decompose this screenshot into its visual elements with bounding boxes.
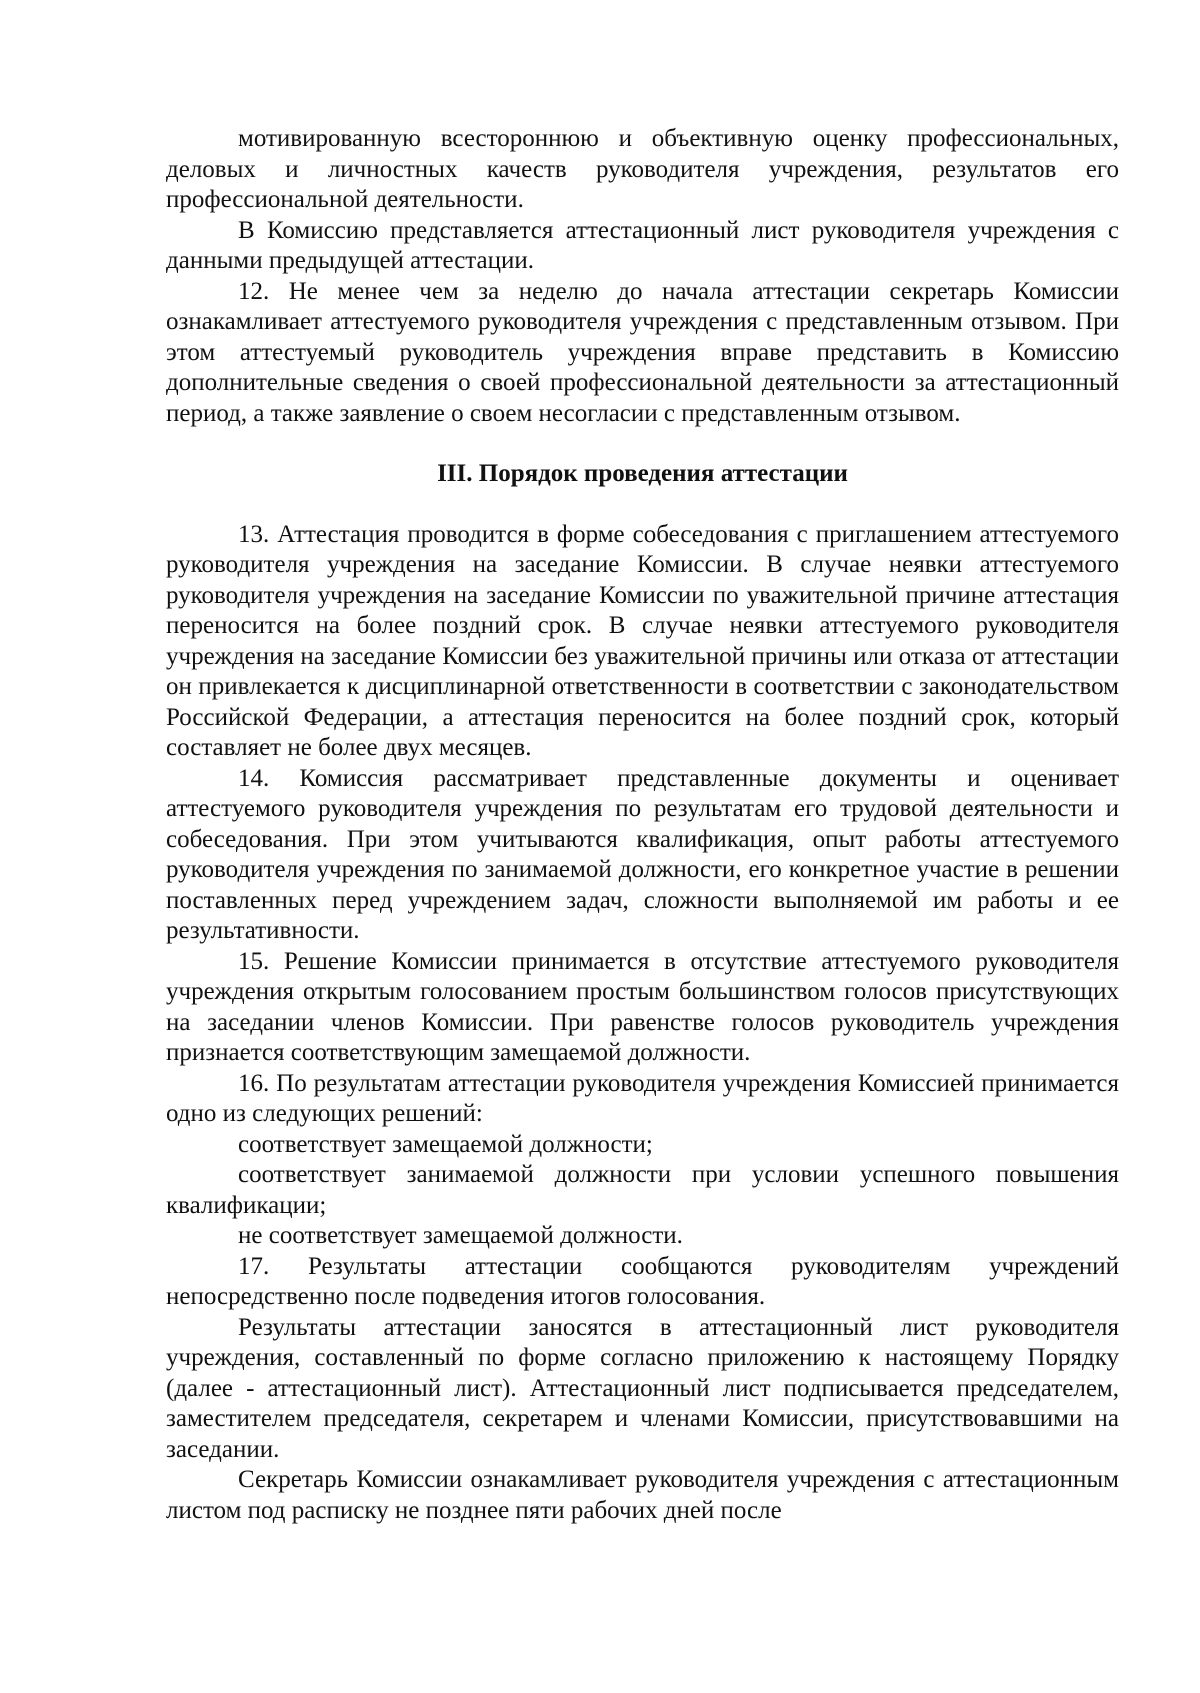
paragraph-results-sheet: Результаты аттестации заносятся в аттестационный лист руководителя учреждения, составленный по форме согласно приложению к настоящему Порядку (далее - аттестационный лист). Аттестационный лист подписывается председателем, заместителем председателя, секретарем и членами Комиссии, присутствовавшими на заседании. bbox=[166, 1313, 1119, 1463]
paragraph-13: 13. Аттестация проводится в форме собеседования с приглашением аттестуемого руководителя учреждения на заседание Комиссии. В случае неявки аттестуемого руководителя учреждения на заседание Комиссии по уважительной причине аттестация переносится на более поздний срок. В случае неявки аттестуемого руководителя учреждения на заседание Комиссии без уважительной причины или отказа от аттестации он привлекается к дисциплинарной ответственности в соответствии с законодательством Российской Федерации, а аттестация переносится на более поздний срок, который составляет не более двух месяцев. bbox=[166, 520, 1119, 761]
paragraph-16: 16. По результатам аттестации руководителя учреждения Комиссией принимается одно из следующих решений: bbox=[166, 1069, 1119, 1127]
document-body bbox=[166, 124, 1119, 1526]
paragraph-17: 17. Результаты аттестации сообщаются руководителям учреждений непосредственно после подведения итогов голосования. bbox=[166, 1252, 1119, 1310]
paragraph-commission-sheet: В Комиссию представляется аттестационный лист руководителя учреждения с данными предыдущей аттестации. bbox=[166, 216, 1119, 274]
paragraph-secretary: Секретарь Комиссии ознакамливает руководителя учреждения с аттестационным листом под расписку не позднее пяти рабочих дней после bbox=[166, 1466, 1119, 1524]
paragraph-14: 14. Комиссия рассматривает представленные документы и оценивает аттестуемого руководителя учреждения по результатам его трудовой деятельности и собеседования. При этом учитываются квалификация, опыт работы аттестуемого руководителя учреждения по занимаемой должности, его конкретное участие в решении поставленных перед учреждением задач, сложности выполняемой им работы и ее результативности. bbox=[166, 764, 1119, 944]
decision-item-1: соответствует замещаемой должности; bbox=[238, 1130, 653, 1158]
paragraph-15: 15. Решение Комиссии принимается в отсутствие аттестуемого руководителя учреждения открытым голосованием простым большинством голосов присутствующих на заседании членов Комиссии. При равенстве голосов руководитель учреждения признается соответствующим замещаемой должности. bbox=[166, 947, 1119, 1066]
decision-item-2: соответствует занимаемой должности при условии успешного повышения квалификации; bbox=[166, 1161, 1119, 1219]
paragraph-12: 12. Не менее чем за неделю до начала аттестации секретарь Комиссии ознакамливает аттестуемого руководителя учреждения с представленным отзывом. При этом аттестуемый руководитель учреждения вправе представить в Комиссию дополнительные сведения о своей профессиональной деятельности за аттестационный период, а также заявление о своем несогласии с представленным отзывом. bbox=[166, 277, 1119, 427]
section-heading: III. Порядок проведения аттестации bbox=[437, 460, 848, 487]
paragraph-intro-continuation: мотивированную всестороннюю и объективную оценку профессиональных, деловых и личностных качеств руководителя учреждения, результатов его профессиональной деятельности. bbox=[166, 125, 1119, 213]
decision-item-3: не соответствует замещаемой должности. bbox=[238, 1222, 683, 1249]
